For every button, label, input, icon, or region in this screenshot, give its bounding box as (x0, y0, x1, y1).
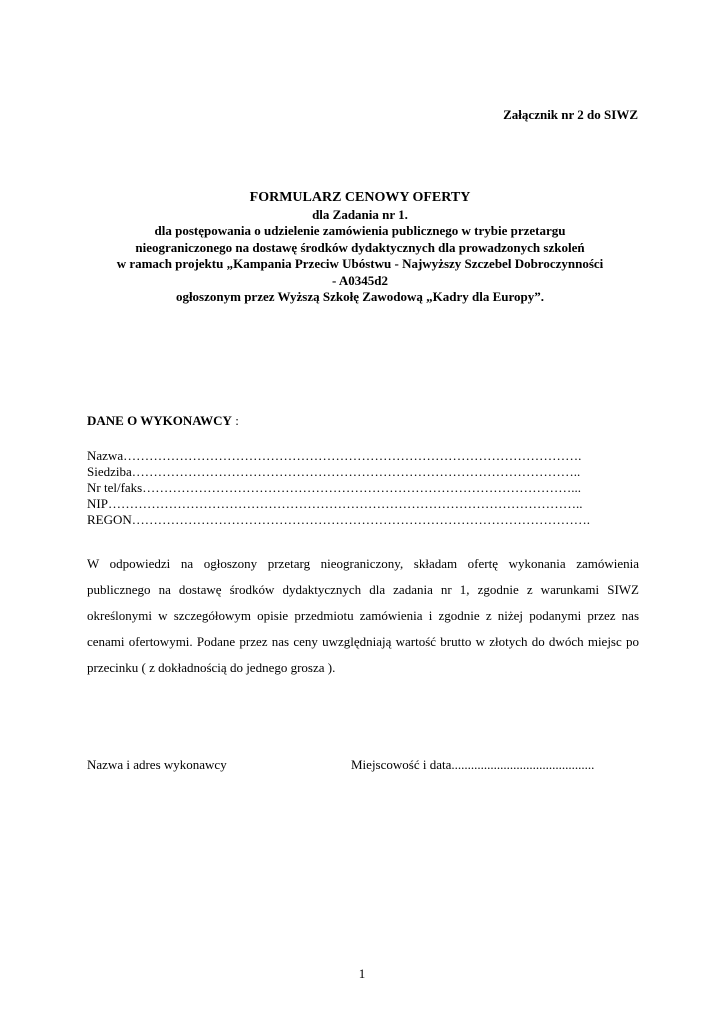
contractor-heading-text: DANE O WYKONAWCY (87, 413, 232, 428)
announcer-line: ogłoszonym przez Wyższą Szkołę Zawodową „Kadry dla Europy”. (175, 289, 545, 304)
project-code: - A0345d2 (332, 272, 388, 288)
procedure-line-1: dla postępowania o udzielenie zamówienia publicznego w trybie przetargu (154, 223, 566, 238)
attachment-label: Załącznik nr 2 do SIWZ (503, 107, 638, 122)
project-line: w ramach projektu „Kampania Przeciw Ubóstwu - Najwyższy Szczebel Dobroczynności (116, 256, 604, 271)
field-regon: REGON……………………………………………………………………………………………. (87, 512, 591, 527)
contractor-heading (87, 413, 239, 429)
form-title: FORMULARZ CENOWY OFERTY (249, 190, 471, 205)
offer-statement-paragraph: W odpowiedzi na ogłoszony przetarg nieograniczony, składam ofertę wykonania zamówienia publicznego na dostawę środków dydaktycznych dla zadania nr 1, zgodnie z warunkami SIWZ określonymi w szczegółowym opisie przedmiotu zamówienia i zgodnie z niżej podanymi przez nas cenami ofertowymi. Podane przez nas ceny uwzględniają wartość brutto w złotych do dwóch miejsc po przecinku ( z dokładnością do jednego grosza ). (87, 556, 639, 675)
page-number: 1 (358, 966, 366, 981)
contractor-heading-colon: : (231, 413, 239, 428)
field-phone-fax: Nr tel/faks………………………………………………………………………………………... (87, 480, 581, 495)
field-nip: NIP……………………………………………………………………………………………….. (87, 496, 583, 511)
place-and-date-label: Miejscowość i data............................................ (351, 757, 595, 772)
form-title-block (70, 190, 650, 306)
contractor-fields (87, 448, 590, 528)
field-name: Nazwa……………………………………………………………………………………………. (87, 448, 582, 463)
task-subtitle: dla Zadania nr 1. (312, 206, 408, 222)
field-address: Siedziba………………………………………………………………………………………….. (87, 464, 581, 479)
contractor-name-address-label: Nazwa i adres wykonawcy (87, 757, 227, 772)
procedure-line-2: nieograniczonego na dostawę środków dydaktycznych dla prowadzonych szkoleń (135, 239, 585, 255)
